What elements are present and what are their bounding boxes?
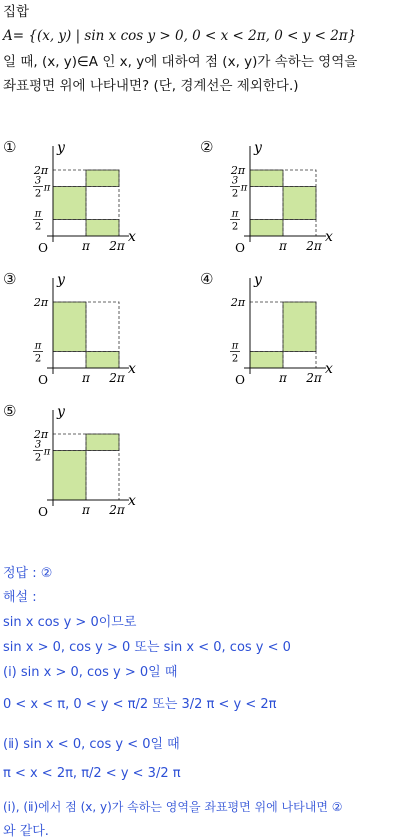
- explanation-line-8: 와 같다.: [3, 824, 49, 839]
- x-tick-label: π: [279, 239, 287, 253]
- y-axis-label: y: [254, 140, 262, 156]
- y-tick-numerator: 3: [34, 439, 42, 451]
- y-tick-numerator: 3: [34, 175, 42, 187]
- x-tick-label: π: [82, 239, 90, 253]
- shaded-region: [53, 302, 86, 352]
- y-tick-denominator: 2: [34, 353, 42, 365]
- shaded-region: [86, 170, 119, 187]
- option-5-graph[interactable]: [25, 404, 175, 524]
- option-1-graph[interactable]: [25, 140, 175, 260]
- explanation-line-3: (ⅰ) sin x > 0, cos y > 0일 때: [3, 665, 178, 680]
- y-tick-label: [33, 209, 43, 233]
- answer-label: 정답 : ②: [3, 566, 53, 581]
- question-heading: 집합: [3, 4, 30, 20]
- option-3-graph[interactable]: [25, 272, 175, 392]
- y-tick-numerator: π: [34, 340, 42, 352]
- y-tick-label: [230, 341, 240, 365]
- shaded-region: [283, 302, 316, 352]
- x-tick-label: 2π: [306, 239, 322, 253]
- option-1-marker[interactable]: ①: [3, 138, 17, 156]
- y-tick-denominator: 2: [34, 221, 42, 233]
- y-tick-pi: π: [240, 182, 248, 194]
- shaded-region: [53, 451, 86, 501]
- y-tick-label: [33, 440, 51, 464]
- option-2-graph[interactable]: [222, 140, 372, 260]
- y-tick-numerator: 3: [231, 175, 239, 187]
- explanation-line-4: 0 < x < π, 0 < y < π/2 또는 3/2 π < y < 2π: [3, 697, 277, 712]
- x-axis-label: x: [325, 361, 333, 377]
- shaded-region: [86, 220, 119, 237]
- option-3-marker[interactable]: ③: [3, 270, 17, 288]
- explanation-line-1: sin x cos y > 0이므로: [3, 615, 137, 630]
- shaded-region: [86, 352, 119, 369]
- y-tick-pi: π: [43, 182, 51, 194]
- shaded-region: [250, 352, 283, 369]
- x-axis-label: x: [325, 229, 333, 245]
- y-tick-numerator: π: [231, 208, 239, 220]
- y-tick-label: [33, 341, 43, 365]
- option-4-marker[interactable]: ④: [200, 270, 214, 288]
- y-axis-label: y: [254, 272, 262, 288]
- y-tick-denominator: 2: [34, 452, 42, 464]
- x-axis-label: x: [128, 493, 136, 509]
- x-axis-label: x: [128, 361, 136, 377]
- explanation-title: 해설 :: [3, 590, 37, 605]
- x-axis-label: x: [128, 229, 136, 245]
- shaded-region: [283, 187, 316, 220]
- y-axis-label: y: [57, 404, 65, 420]
- explanation-line-5: (ⅱ) sin x < 0, cos y < 0일 때: [3, 737, 180, 752]
- explanation-line-2: sin x > 0, cos y > 0 또는 sin x < 0, cos y < 0: [3, 640, 291, 655]
- y-tick-label: 2π: [230, 296, 246, 309]
- option-4-graph[interactable]: [222, 272, 372, 392]
- x-tick-label: π: [82, 371, 90, 385]
- y-tick-denominator: 2: [231, 221, 239, 233]
- y-axis-label: y: [57, 272, 65, 288]
- option-5-marker[interactable]: ⑤: [3, 402, 17, 420]
- origin-label: O: [235, 373, 245, 387]
- y-tick-denominator: 2: [34, 188, 42, 200]
- y-tick-numerator: π: [231, 340, 239, 352]
- shaded-region: [86, 434, 119, 451]
- question-line-4: 좌표평면 위에 나타내면? (단, 경계선은 제외한다.): [3, 78, 299, 94]
- y-tick-label: [230, 209, 240, 233]
- y-tick-label: [230, 176, 248, 200]
- x-tick-label: π: [82, 503, 90, 517]
- x-tick-label: 2π: [109, 371, 125, 385]
- shaded-region: [53, 187, 86, 220]
- y-tick-label: [33, 176, 51, 200]
- y-tick-pi: π: [43, 446, 51, 458]
- explanation-line-7: (ⅰ), (ⅱ)에서 점 (x, y)가 속하는 영역을 좌표평면 위에 나타내면 ②: [3, 800, 343, 814]
- origin-label: O: [235, 241, 245, 255]
- x-tick-label: 2π: [109, 503, 125, 517]
- shaded-region: [250, 220, 283, 237]
- y-tick-label: 2π: [33, 296, 49, 309]
- set-definition: A= {(x, y) | sin x cos y > 0, 0 < x < 2π, 0 < y < 2π}: [3, 28, 357, 44]
- y-tick-label: 2π: [33, 428, 49, 441]
- y-tick-denominator: 2: [231, 188, 239, 200]
- y-axis-label: y: [57, 140, 65, 156]
- explanation-line-6: π < x < 2π, π/2 < y < 3/2 π: [3, 766, 181, 781]
- x-tick-label: 2π: [306, 371, 322, 385]
- y-tick-numerator: π: [34, 208, 42, 220]
- question-line-3: 일 때, (x, y)∈A 인 x, y에 대하여 점 (x, y)가 속하는 영역을: [3, 54, 358, 70]
- origin-label: O: [38, 241, 48, 255]
- origin-label: O: [38, 373, 48, 387]
- y-tick-label: 2π: [230, 164, 246, 177]
- shaded-region: [250, 170, 283, 187]
- x-tick-label: 2π: [109, 239, 125, 253]
- option-2-marker[interactable]: ②: [200, 138, 214, 156]
- origin-label: O: [38, 505, 48, 519]
- x-tick-label: π: [279, 371, 287, 385]
- y-tick-label: 2π: [33, 164, 49, 177]
- y-tick-denominator: 2: [231, 353, 239, 365]
